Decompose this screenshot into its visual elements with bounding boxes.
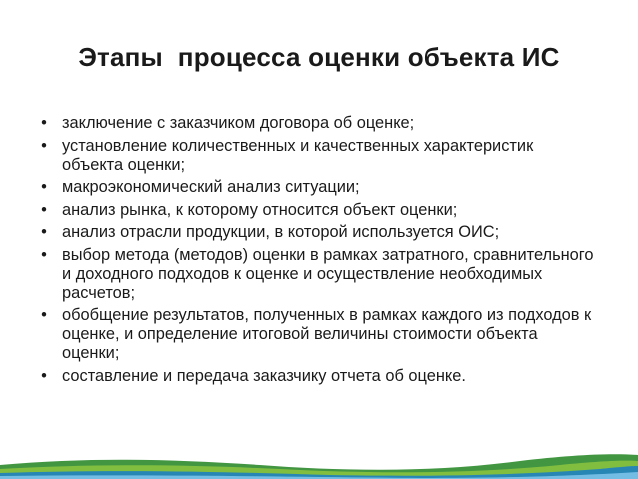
list-item bbox=[36, 178, 596, 197]
list-item bbox=[36, 246, 596, 303]
list-item bbox=[36, 223, 596, 242]
list-item bbox=[36, 114, 596, 133]
bullet-icon: • bbox=[41, 223, 47, 241]
bullet-icon: • bbox=[41, 136, 47, 155]
bullet-icon: • bbox=[41, 306, 47, 324]
list-item-text: заключение с заказчиком договора об оценке; bbox=[62, 114, 415, 132]
bullet-icon: • bbox=[41, 178, 47, 196]
list-item bbox=[36, 306, 596, 363]
list-item-text: установление количественных и качественных характеристик объекта оценки; bbox=[62, 136, 534, 174]
bullet-icon: • bbox=[41, 114, 47, 132]
list-item-text: макроэкономический анализ ситуации; bbox=[62, 178, 360, 196]
slide-title: Этапы процесса оценки объекта ИС bbox=[78, 42, 560, 72]
list-item-text: составление и передача заказчику отчета об оценке. bbox=[62, 366, 466, 385]
list-item bbox=[36, 367, 596, 386]
bullet-icon: • bbox=[41, 200, 47, 219]
bullet-icon: • bbox=[41, 366, 47, 385]
list-item-text: анализ рынка, к которому относится объект оценки; bbox=[62, 200, 458, 219]
bullet-icon: • bbox=[41, 245, 47, 264]
list-item bbox=[36, 201, 596, 220]
list-item-text: анализ отрасли продукции, в которой используется ОИС; bbox=[62, 223, 500, 241]
footer-wave-decoration bbox=[0, 435, 638, 479]
bullet-list bbox=[36, 114, 596, 389]
list-item-text: обобщение результатов, полученных в рамках каждого из подходов к оценке, и определение итоговой величины стоимости объекта оценки; bbox=[62, 306, 592, 362]
list-item bbox=[36, 137, 596, 175]
list-item-text: выбор метода (методов) оценки в рамках затратного, сравнительного и доходного подходов к оценке и осуществление необходимых расчетов; bbox=[62, 245, 594, 302]
